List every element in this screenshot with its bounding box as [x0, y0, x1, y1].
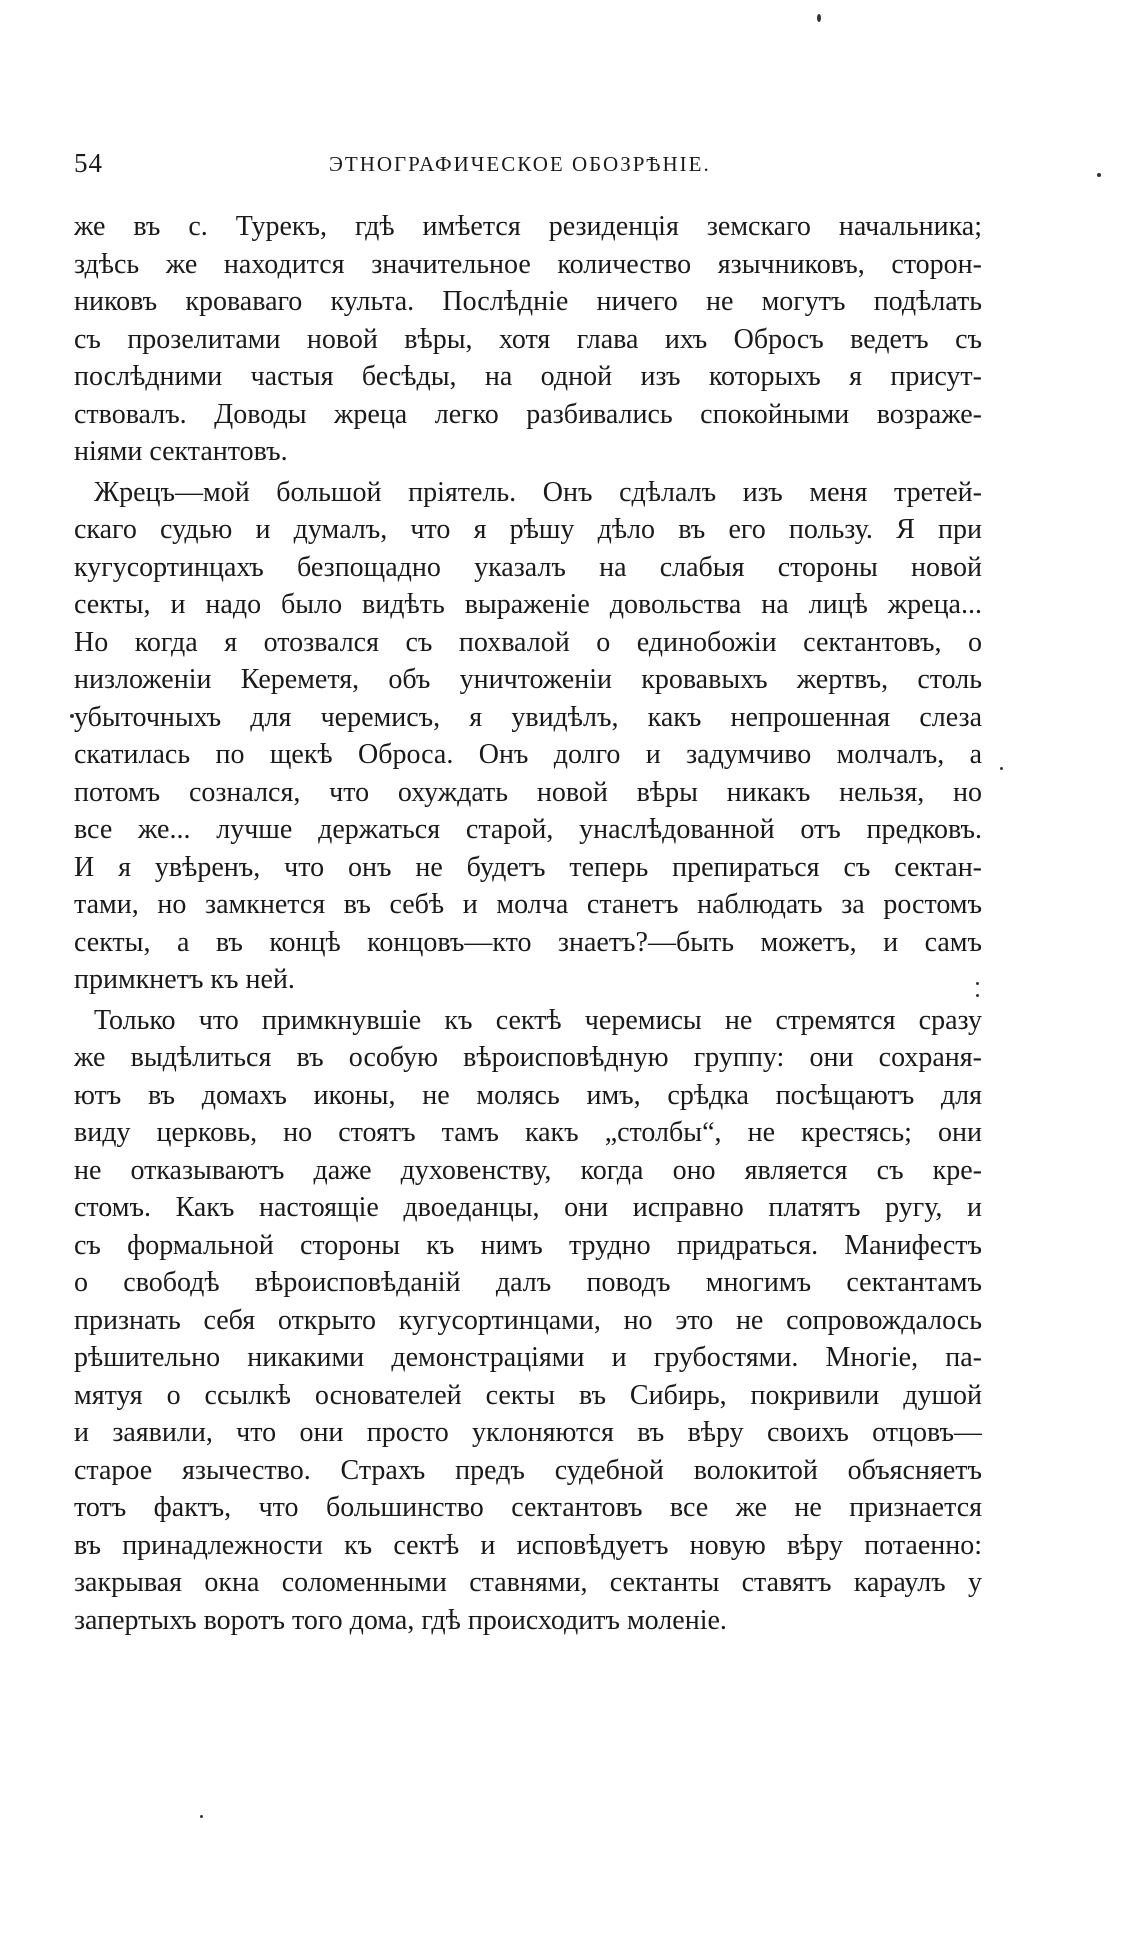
text-line: о свободѣ вѣроисповѣданій далъ поводъ многимъ сектантамъ: [74, 1267, 982, 1298]
text-line: послѣдними частыя бесѣды, на одной изъ которыхъ я присут-: [74, 361, 982, 392]
text-line: ствовалъ. Доводы жреца легко разбивались спокойными возраже-: [74, 398, 982, 430]
text-line: Только что примкнувшіе къ сектѣ черемисы не стремятся сразу: [94, 1004, 982, 1036]
paragraph: [74, 474, 982, 999]
text-line: не отказываютъ даже духовенству, когда оно является съ кре-: [74, 1154, 982, 1186]
text-line: въ принадлежности къ сектѣ и исповѣдуетъ новую вѣру потаенно:: [74, 1529, 982, 1561]
body-text: [74, 208, 982, 1639]
text-line: съ формальной стороны къ нимъ трудно придраться. Манифестъ: [74, 1229, 982, 1261]
text-line: виду церковь, но стоятъ тамъ какъ „столбы“, не крестясь; они: [74, 1117, 982, 1148]
text-line: ютъ въ домахъ иконы, не молясь имъ, срѣдка посѣщаютъ для: [74, 1079, 982, 1111]
scan-speck: [976, 982, 979, 985]
scan-speck: [976, 994, 979, 997]
text-line: стомъ. Какъ настоящіе двоеданцы, они исправно платятъ ругу, и: [74, 1192, 982, 1223]
text-line: рѣшительно никакими демонстраціями и грубостями. Многіе, па-: [74, 1342, 982, 1373]
text-line: запертыхъ воротъ того дома, гдѣ происходитъ моленіе.: [74, 1604, 727, 1636]
text-line: убыточныхъ для черемисъ, я увидѣлъ, какъ непрошенная слеза: [74, 701, 982, 733]
text-line: все же... лучше держаться старой, унаслѣдованной отъ предковъ.: [74, 814, 982, 845]
text-line: Но когда я отозвался съ похвалой о единобожіи сектантовъ, о: [74, 626, 982, 658]
text-line: же выдѣлиться въ особую вѣроисповѣдную группу: они сохраня-: [74, 1042, 982, 1073]
text-line: тотъ фактъ, что большинство сектантовъ все же не признается: [74, 1492, 982, 1523]
text-line: старое язычество. Страхъ предъ судебной волокитой объясняетъ: [74, 1454, 982, 1486]
text-line: потомъ сознался, что охуждать новой вѣры никакъ нельзя, но: [74, 776, 982, 808]
text-line: скаго судью и думалъ, что я рѣшу дѣло въ его пользу. Я при: [74, 514, 982, 545]
scan-speck: [1097, 173, 1101, 177]
text-line: и заявили, что они просто уклоняются въ вѣру своихъ отцовъ—: [74, 1417, 982, 1448]
text-line: кугусортинцахъ безпощадно указалъ на слабыя стороны новой: [74, 551, 982, 583]
page-header: [74, 148, 982, 188]
paragraph: [74, 208, 982, 471]
text-line: И я увѣренъ, что онъ не будетъ теперь препираться съ сектан-: [74, 851, 982, 883]
text-line: низложеніи Кереметя, объ уничтоженіи кровавыхъ жертвъ, столь: [74, 664, 982, 695]
text-line: признать себя открыто кугусортинцами, но это не сопровождалось: [74, 1304, 982, 1336]
text-line: никовъ кроваваго культа. Послѣдніе ничего не могутъ подѣлать: [74, 286, 982, 317]
text-line: секты, а въ концѣ концовъ—кто знаетъ?—быть можетъ, и самъ: [74, 926, 982, 958]
text-line: тами, но замкнется въ себѣ и молча станетъ наблюдать за ростомъ: [74, 889, 982, 920]
text-line: секты, и надо было видѣть выраженіе довольства на лицѣ жреца...: [74, 589, 982, 620]
text-line: примкнетъ къ ней.: [74, 964, 295, 995]
text-line: скатилась по щекѣ Оброса. Онъ долго и задумчиво молчалъ, а: [74, 739, 982, 770]
text-line: здѣсь же находится значительное количество язычниковъ, сторон-: [74, 248, 982, 280]
scan-speck: [70, 714, 74, 718]
running-title: ЭТНОГРАФИЧЕСКОЕ ОБОЗРѢНІЕ.: [329, 152, 711, 176]
text-line: съ прозелитами новой вѣры, хотя глава ихъ Обросъ ведетъ съ: [74, 323, 982, 355]
text-line: мятуя о ссылкѣ основателей секты въ Сибирь, покривили душой: [74, 1379, 982, 1411]
page-number: 54: [74, 148, 103, 178]
scan-speck: [1000, 767, 1003, 770]
text-line: же въ с. Турекъ, гдѣ имѣется резиденція земскаго начальника;: [74, 211, 982, 242]
text-line: ніями сектантовъ.: [74, 436, 288, 467]
paragraph: [74, 1002, 982, 1640]
scan-speck: [817, 14, 821, 22]
text-line: закрывая окна соломенными ставнями, сектанты ставятъ караулъ у: [74, 1567, 982, 1598]
text-line: Жрецъ—мой большой пріятель. Онъ сдѣлалъ изъ меня третей-: [94, 476, 982, 508]
scan-speck: [200, 1815, 203, 1818]
